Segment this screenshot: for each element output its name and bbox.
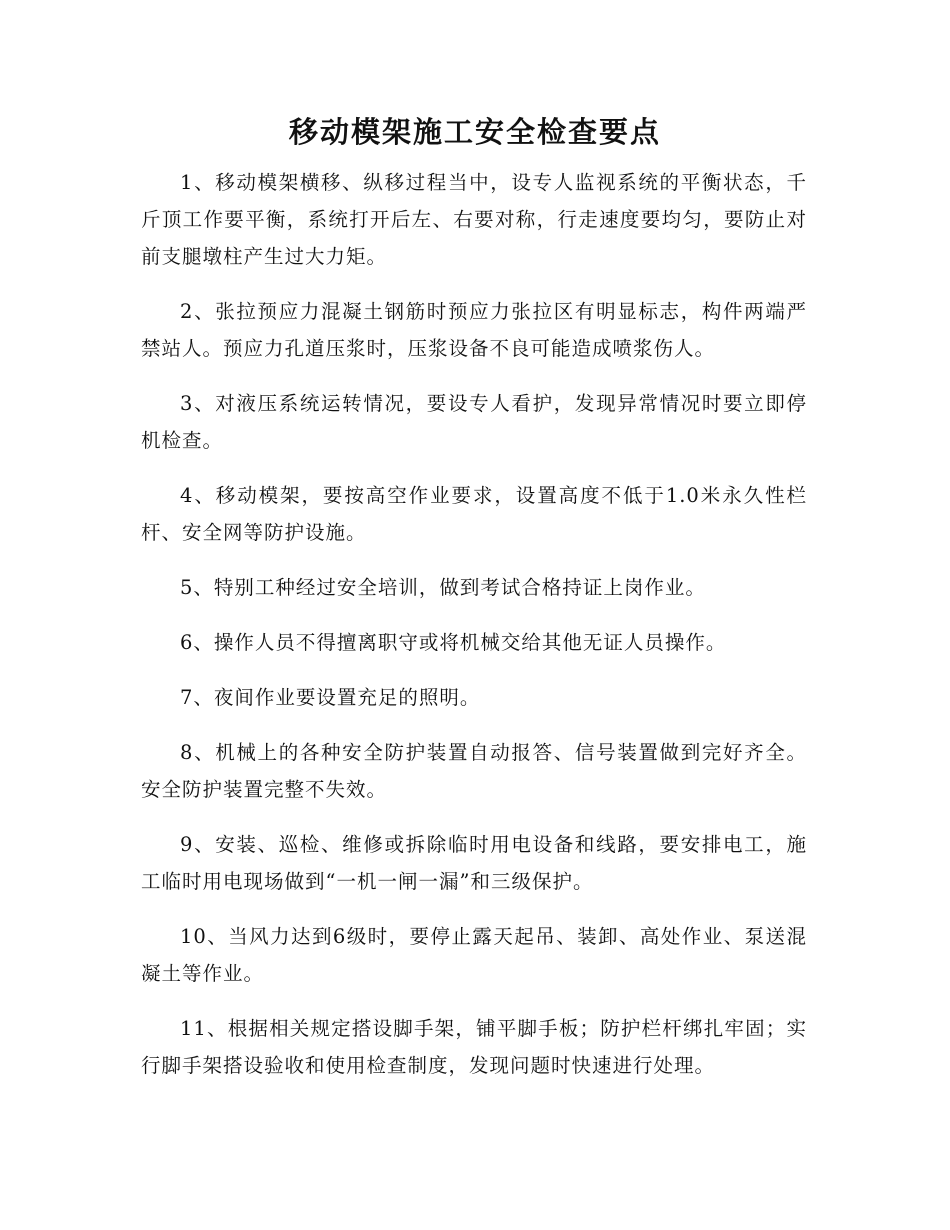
paragraph-5: 5、特别工种经过安全培训，做到考试合格持证上岗作业。 <box>180 576 706 599</box>
paragraph-10: 10、当风力达到6级时，要停止露天起吊、装卸、高处作业、泵送混凝土等作业。 <box>141 925 807 985</box>
paragraph-6: 6、操作人员不得擅离职守或将机械交给其他无证人员操作。 <box>180 631 727 654</box>
paragraph-7: 7、夜间作业要设置充足的照明。 <box>180 686 481 709</box>
paragraph-2: 2、张拉预应力混凝土钢筋时预应力张拉区有明显标志，构件两端严禁站人。预应力孔道压浆时，压浆设备不良可能造成喷浆伤人。 <box>141 300 807 360</box>
document-body <box>141 164 807 1102</box>
paragraph-4: 4、移动模架，要按高空作业要求，设置高度不低于1.0米永久性栏杆、安全网等防护设施。 <box>141 484 807 544</box>
document-title: 移动模架施工安全检查要点 <box>288 115 661 149</box>
paragraph-9: 9、安装、巡检、维修或拆除临时用电设备和线路，要安排电工，施工临时用电现场做到“一机一闸一漏”和三级保护。 <box>141 833 807 893</box>
paragraph-8: 8、机械上的各种安全防护装置自动报答、信号装置做到完好齐全。安全防护装置完整不失效。 <box>141 741 807 801</box>
paragraph-3: 3、对液压系统运转情况，要设专人看护，发现异常情况时要立即停机检查。 <box>141 392 807 452</box>
paragraph-1: 1、移动模架横移、纵移过程当中，设专人监视系统的平衡状态，千斤顶工作要平衡，系统打开后左、右要对称，行走速度要均匀，要防止对前支腿墩柱产生过大力矩。 <box>141 171 807 268</box>
paragraph-11: 11、根据相关规定搭设脚手架，铺平脚手板；防护栏杆绑扎牢固；实行脚手架搭设验收和使用检查制度，发现问题时快速进行处理。 <box>141 1017 807 1077</box>
